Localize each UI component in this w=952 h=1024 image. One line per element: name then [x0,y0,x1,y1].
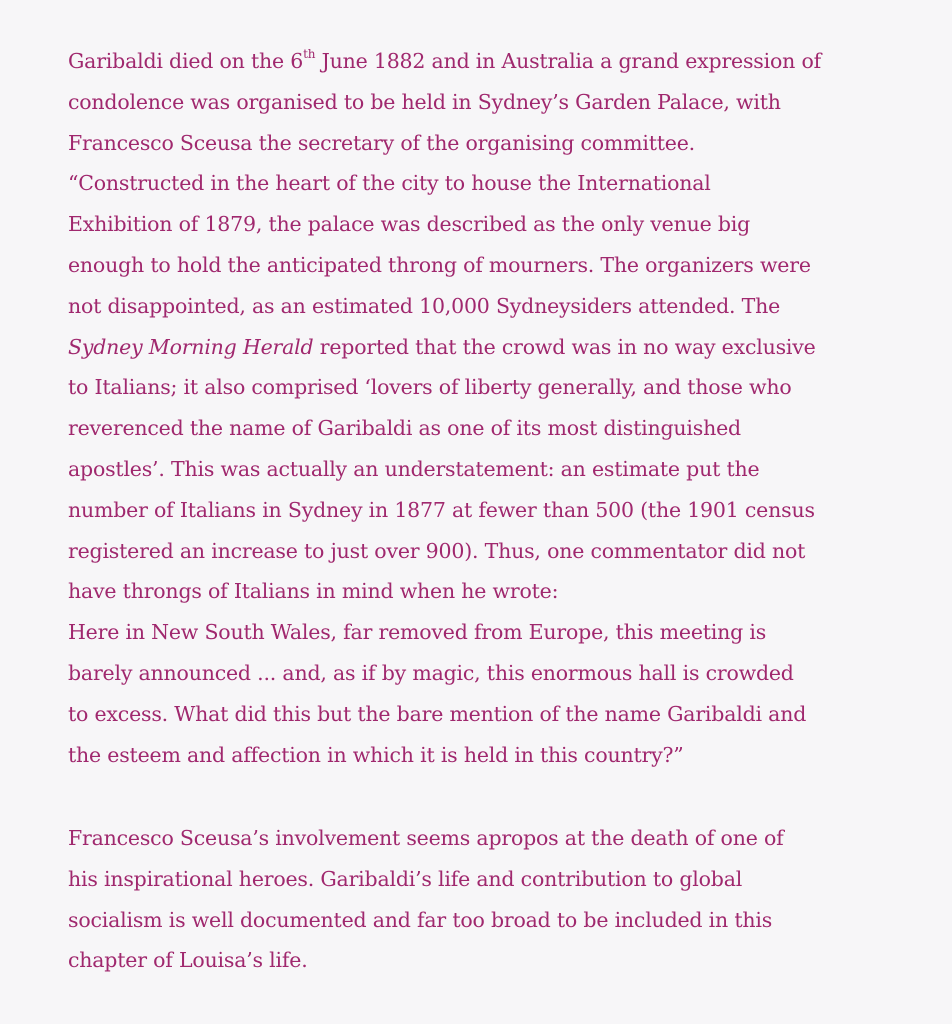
text-line: to Italians; it also comprised ‘lovers of liberty generally, and those who [68,375,792,400]
ordinal-superscript: th [303,47,316,62]
text-line: the esteem and affection in which it is held in this country?” [68,742,684,767]
text-span: reported that the crowd was in no way exclusive [313,334,816,359]
text-line: apostles’. This was actually an understatement: an estimate put the [68,456,760,481]
text-line: socialism is well documented and far too broad to be included in this [68,907,773,932]
text-line: have throngs of Italians in mind when he wrote: [68,579,559,604]
text-span: June 1882 and in Australia a grand expression of [315,49,821,73]
text-line: his inspirational heroes. Garibaldi’s life and contribution to global [68,866,743,891]
text-line: to excess. What did this but the bare mention of the name Garibaldi and [68,701,807,726]
text-line [68,41,928,82]
paragraph-garibaldi-death [68,41,928,775]
text-line: registered an increase to just over 900). Thus, one commentator did not [68,538,806,563]
text-span: Garibaldi died on the 6 [68,49,304,73]
text-line: barely announced ... and, as if by magic, this enormous hall is crowded [68,660,794,685]
text-line: “Constructed in the heart of the city to house the International [68,171,711,196]
text-line [68,327,928,368]
text-line: Exhibition of 1879, the palace was described as the only venue big [68,212,751,237]
text-line: number of Italians in Sydney in 1877 at fewer than 500 (the 1901 census [68,497,815,522]
text-line: enough to hold the anticipated throng of mourners. The organizers were [68,252,811,277]
text-line: chapter of Louisa’s life. [68,948,308,973]
newspaper-title: Sydney Morning Herald [68,334,314,359]
text-line: condolence was organised to be held in Sydney’s Garden Palace, with [68,89,781,114]
text-line: Francesco Sceusa the secretary of the organising committee. [68,130,695,155]
text-line: not disappointed, as an estimated 10,000 Sydneysiders attended. The [68,293,781,318]
text-line: Here in New South Wales, far removed from Europe, this meeting is [68,620,767,645]
text-line: Francesco Sceusa’s involvement seems apropos at the death of one of [68,826,784,850]
paragraph-sceusa-involvement [68,818,928,981]
text-line: reverenced the name of Garibaldi as one of its most distinguished [68,416,741,441]
